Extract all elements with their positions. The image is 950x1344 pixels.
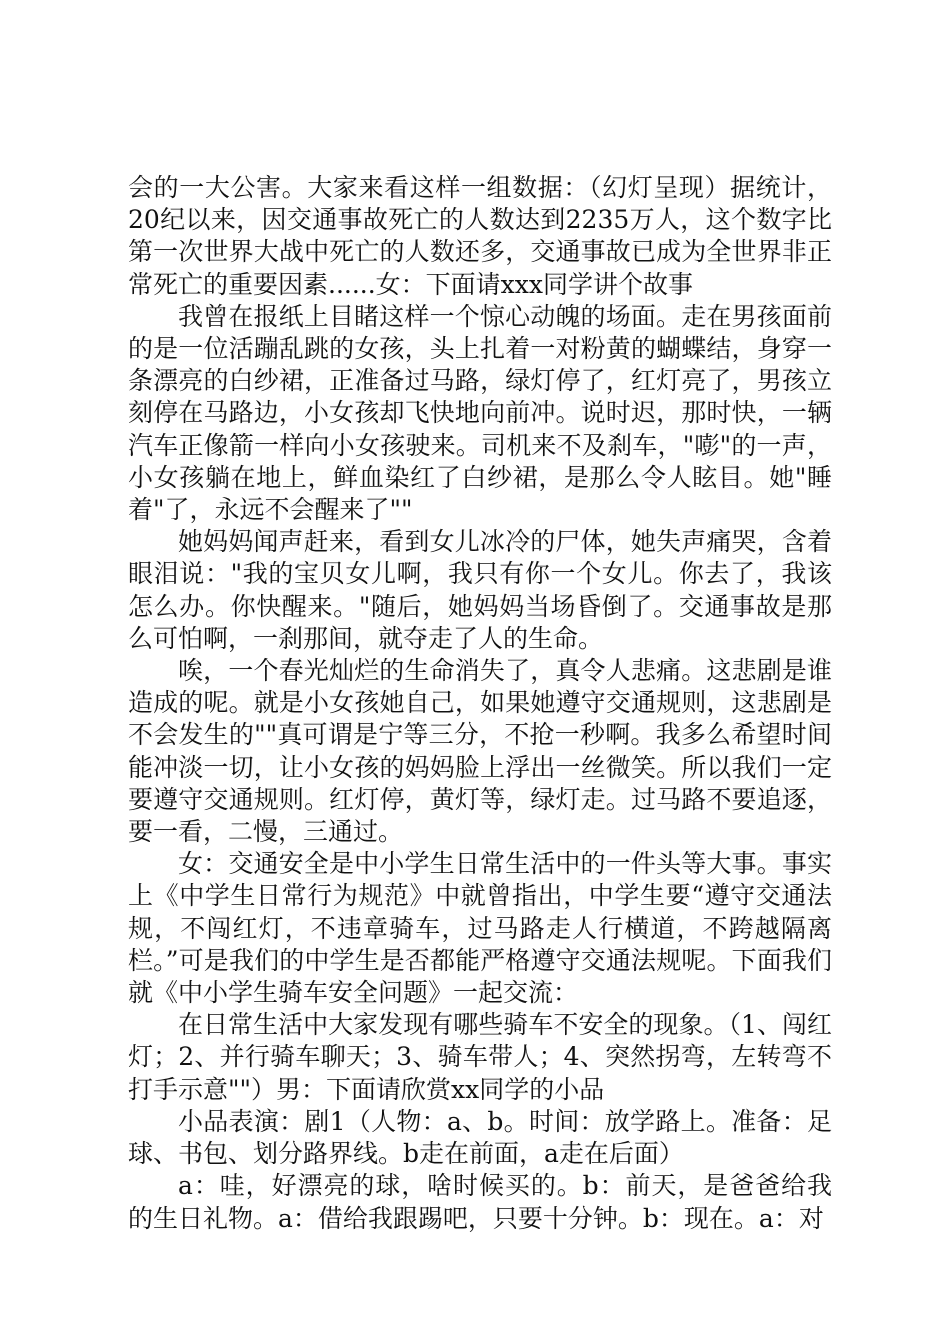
paragraph: a：哇，好漂亮的球，啥时候买的。b：前天，是爸爸给我的生日礼物。a：借给我跟踢吧，只要十分钟。b：现在。a：对 — [128, 1171, 832, 1233]
paragraph: 女：交通安全是中小学生日常生活中的一件头等大事。事实上《中学生日常行为规范》中就曾指出，中学生要“遵守交通法规，不闯红灯，不违章骑车，过马路走人行横道，不跨越隔离栏。”可是我们的中学生是否都能严格遵守交通法规呢。下面我们就《中小学生骑车安全问题》一起交流： — [128, 849, 832, 1008]
paragraph: 唉，一个春光灿烂的生命消失了，真令人悲痛。这悲剧是谁造成的呢。就是小女孩她自己，如果她遵守交通规则，这悲剧是不会发生的""真可谓是宁等三分，不抢一秒啊。我多么希望时间能冲淡一切，让小女孩的妈妈脸上浮出一丝微笑。所以我们一定要遵守交通规则。红灯停，黄灯等，绿灯走。过马路不要追逐，要一看，二慢，三通过。 — [128, 656, 832, 847]
paragraph: 小品表演：剧1（人物：a、b。时间：放学路上。准备：足球、书包、划分路界线。b走在前面，a走在后面） — [128, 1106, 832, 1169]
paragraph: 会的一大公害。大家来看这样一组数据：（幻灯呈现）据统计，20纪以来，因交通事故死亡的人数达到2235万人，这个数字比第一次世界大战中死亡的人数还多，交通事故已成为全世界非正常死亡的重要因素......女：下面请xxx同学讲个故事 — [128, 173, 832, 299]
paragraph: 她妈妈闻声赶来，看到女儿冰冷的尸体，她失声痛哭，含着眼泪说："我的宝贝女儿啊，我只有你一个女儿。你去了，我该怎么办。你快醒来。"随后，她妈妈当场昏倒了。交通事故是那么可怕啊，一刹那间，就夺走了人的生命。 — [128, 527, 832, 653]
paragraph: 我曾在报纸上目睹这样一个惊心动魄的场面。走在男孩面前的是一位活蹦乱跳的女孩，头上扎着一对粉黄的蝴蝶结，身穿一条漂亮的白纱裙，正准备过马路，绿灯停了，红灯亮了，男孩立刻停在马路边，小女孩却飞快地向前冲。说时迟，那时快，一辆汽车正像箭一样向小女孩驶来。司机来不及刹车，"嘭"的一声，小女孩躺在地上，鲜血染红了白纱裙，是那么令人眩目。她"睡着"了，永远不会醒来了"" — [128, 301, 832, 525]
paragraph: 在日常生活中大家发现有哪些骑车不安全的现象。（1、闯红灯；2、并行骑车聊天；3、骑车带人；4、突然拐弯，左转弯不打手示意""）男：下面请欣赏xx同学的小品 — [128, 1010, 832, 1104]
document-page — [128, 172, 832, 1235]
